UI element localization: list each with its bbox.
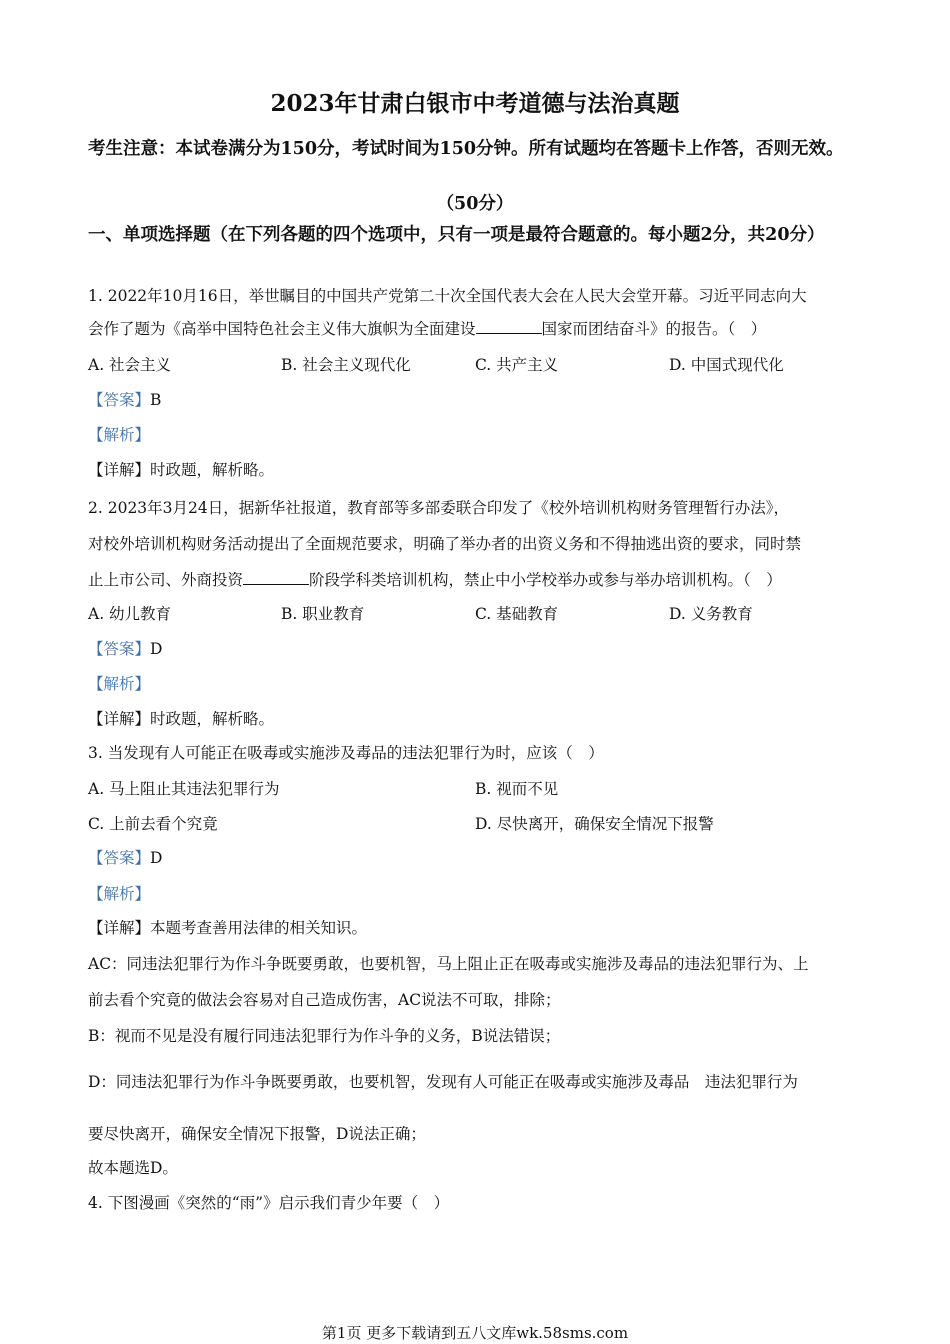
q3-answer [88,846,868,870]
q3-explain-d-2: 要尽快离开，确保安全情况下报警，D说法正确； [88,1125,426,1143]
q1-stem-before-blank: 会作了题为《高举中国特色社会主义伟大旗帜为全面建设 [88,320,476,338]
q3-explain-ac-1: AC：同违法犯罪行为作斗争既要勇敢，也要机智，马上阻止正在吸毒或实施涉及毒品的违法犯罪行为、上 [88,955,809,973]
answer-tag: 【答案】 [88,640,151,658]
q1-stem-after-blank: 国家而团结奋斗》的报告。（ ） [541,320,767,338]
q3-stem: 3. 当发现有人可能正在吸毒或实施涉及毒品的违法犯罪行为时，应该（ ） [88,744,604,762]
q2-blank [243,570,309,585]
q1-detail: 【详解】时政题，解析略。 [88,461,275,479]
q1-blank [476,319,542,334]
q3-option-b: B. 视而不见 [475,780,559,798]
section-score: （50分） [436,194,514,214]
page-footer: 第1页 更多下载请到五八文库wk.58sms.com [321,1324,629,1342]
q3-option-d: D. 尽快离开，确保安全情况下报警 [475,815,714,833]
q2-option-a: A. 幼儿教育 [88,605,172,623]
q1-answer-value: B [150,391,162,409]
q3-option-a: A. 马上阻止其违法犯罪行为 [88,780,280,798]
q1-option-c: C. 共产主义 [475,356,559,374]
q2-option-b: B. 职业教育 [281,605,365,623]
q2-option-c: C. 基础教育 [475,605,559,623]
q1-option-b: B. 社会主义现代化 [281,356,411,374]
q1-stem-line-1: 1. 2022年10月16日，举世瞩目的中国共产党第二十次全国代表大会在人民大会堂开幕。习近平同志向大 [88,287,807,305]
page-title: 2023年甘肃白银市中考道德与法治真题 [270,90,680,117]
q3-analysis-tag: 【解析】 [88,885,151,903]
q2-analysis-tag: 【解析】 [88,675,151,693]
q3-explain-d-1: D：同违法犯罪行为作斗争既要勇敢，也要机智，发现有人可能正在吸毒或实施涉及毒品 违法犯罪行为 [88,1073,798,1091]
q3-option-c: C. 上前去看个究竟 [88,815,218,833]
q3-explain-ac-2: 前去看个究竟的做法会容易对自己造成伤害，AC说法不可取，排除； [88,991,561,1009]
q1-analysis-tag: 【解析】 [88,426,151,444]
q1-option-a: A. 社会主义 [88,356,172,374]
exam-notice: 考生注意：本试卷满分为150分，考试时间为150分钟。所有试题均在答题卡上作答，否则无效。 [88,139,844,159]
q4-stem: 4. 下图漫画《突然的“雨”》启示我们青少年要（ ） [88,1194,450,1212]
q2-stem-after-blank: 阶段学科类培训机构，禁止中小学校举办或参与举办培训机构。（ ） [309,571,782,589]
q1-answer [88,388,868,412]
q2-stem-line-1: 2. 2023年3月24日，据新华社报道，教育部等多部委联合印发了《校外培训机构财务管理暂行办法》， [88,499,789,517]
answer-tag: 【答案】 [88,849,151,867]
q2-stem-before-blank: 止上市公司、外商投资 [88,571,244,589]
section-heading-single-choice: 一、单项选择题（在下列各题的四个选项中，只有一项是最符合题意的。每小题2分，共20分） [88,225,825,245]
q2-stem-line-3 [88,562,868,598]
q2-detail: 【详解】时政题，解析略。 [88,710,275,728]
q1-stem-line-2 [88,311,868,347]
q2-answer [88,637,868,661]
q3-answer-value: D [150,849,163,867]
answer-tag: 【答案】 [88,391,151,409]
q2-stem-line-2: 对校外培训机构财务活动提出了全面规范要求，明确了举办者的出资义务和不得抽逃出资的要求，同时禁 [88,535,802,553]
q2-option-d: D. 义务教育 [669,605,753,623]
q3-conclusion: 故本题选D。 [88,1159,178,1177]
q3-detail: 【详解】本题考查善用法律的相关知识。 [88,919,368,937]
q3-explain-b: B：视而不见是没有履行同违法犯罪行为作斗争的义务，B说法错误； [88,1027,561,1045]
q1-option-d: D. 中国式现代化 [669,356,784,374]
q2-answer-value: D [150,640,163,658]
